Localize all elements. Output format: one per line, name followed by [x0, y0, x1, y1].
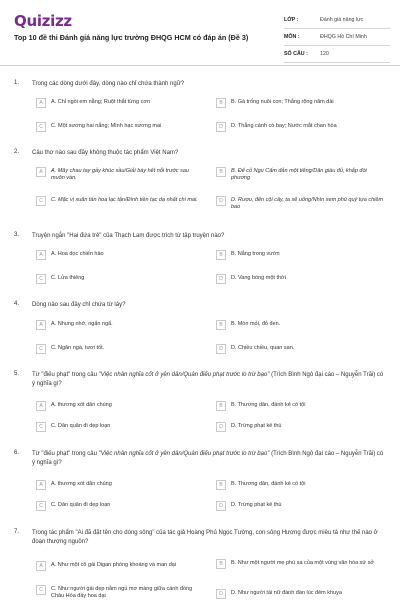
option-text: A. Như một cô gái Digan phóng khoáng và man dại — [51, 562, 177, 568]
option-letter: C — [36, 196, 46, 206]
meta-key: SỐ CÂU : — [284, 51, 308, 57]
option-text: A. thương xót dân chúng — [51, 402, 112, 408]
meta-row-subject — [284, 29, 390, 46]
option-a[interactable] — [36, 98, 204, 108]
option-text: C. Lửa thiêng — [51, 275, 85, 281]
question-text-part: Từ "điếu phạt" trong câu — [32, 372, 99, 378]
question-number: 6. — [14, 450, 20, 456]
option-c[interactable] — [36, 585, 204, 600]
option-b[interactable] — [216, 480, 384, 490]
meta-value: ĐHQG Hồ Chí Minh — [320, 34, 367, 40]
page-title: Top 10 đề thi Đánh giá năng lực trường ĐHQG HCM có đáp án (Đề 3) — [14, 33, 249, 42]
option-letter: D — [216, 274, 226, 284]
option-text: B. Gà trống nuôi con; Thắng rộng năm dài — [231, 99, 334, 105]
option-b[interactable] — [216, 320, 384, 330]
question-text: Trong các dòng dưới đây, dòng nào chỉ chứa thành ngữ? — [32, 81, 185, 87]
option-d[interactable] — [216, 274, 384, 284]
question-text-part: (Trích Bình Ngô đại cáo – Nguyễn Trãi) có ý nghĩa gì? — [32, 372, 384, 387]
option-b[interactable] — [216, 250, 384, 260]
option-letter: B — [216, 480, 226, 490]
option-letter: C — [36, 122, 46, 132]
question-number: 2. — [14, 149, 20, 155]
question-text — [32, 450, 387, 468]
meta-key: MÔN : — [284, 34, 300, 40]
option-text: D. Trừng phạt kẻ thù — [231, 502, 282, 508]
option-text: B. Để cỏ Ngu Cẩm đản một tiếng/Dân giàu đủ, khắp đòi phương — [231, 168, 367, 181]
option-text: B. Thương dân, đánh kẻ có tội — [231, 402, 306, 408]
option-b[interactable] — [216, 559, 384, 569]
option-letter: D — [216, 589, 226, 599]
option-text: C. Như người gái đẹp nằm ngủ mơ màng giữa cánh đồng Châu Hóa đầy hoa dại — [51, 586, 193, 599]
meta-value: Đánh giá năng lực — [320, 17, 364, 23]
option-text: C. Một sương hai nắng; Mình hạc xương mai — [51, 123, 162, 129]
option-letter: B — [216, 250, 226, 260]
option-text: D. Rượu, đến cội cây, ta sẽ uống/Nhìn xem phú quý tựa chiêm bao — [231, 197, 384, 210]
option-d[interactable] — [216, 589, 384, 599]
question-text-part: Từ "điếu phạt" trong câu — [32, 451, 99, 457]
option-text: D. Trừng phạt kẻ thù — [231, 423, 282, 429]
question-number: 1. — [14, 80, 20, 86]
option-text: B. Thương dân, đánh kẻ có tội — [231, 481, 306, 487]
option-letter: A — [36, 250, 46, 260]
option-d[interactable] — [216, 344, 384, 354]
question-text: Dòng nào sau đây chỉ chứa từ láy? — [32, 302, 126, 308]
question-quote: "Việc nhân nghĩa cốt ở yên dân/Quân điếu phạt trước lo trừ bạo" — [98, 451, 270, 457]
option-text: B. Nắng trong vườn — [231, 251, 280, 257]
option-a[interactable] — [36, 250, 204, 260]
question-quote: "Việc nhân nghĩa cốt ở yên dân/Quân điếu phạt trước lo trừ bạo" — [98, 372, 270, 378]
option-letter: A — [36, 401, 46, 411]
quizizz-logo: Quizizz — [14, 12, 72, 30]
option-letter: B — [216, 559, 226, 569]
question-number: 4. — [14, 301, 20, 307]
option-letter: B — [216, 167, 226, 177]
option-text: A. Nhung nhớ, ngẩn ngẩ. — [51, 321, 113, 327]
option-letter: C — [36, 422, 46, 432]
option-letter: A — [36, 561, 46, 571]
meta-key: LỚP : — [284, 17, 299, 23]
option-a[interactable] — [36, 401, 204, 411]
option-letter: B — [216, 320, 226, 330]
option-a[interactable] — [36, 561, 204, 571]
option-letter: A — [36, 98, 46, 108]
option-text: C. Dân quân đi dẹp loạn — [51, 423, 111, 429]
meta-table — [284, 12, 390, 63]
option-c[interactable] — [36, 344, 204, 354]
option-c[interactable] — [36, 196, 204, 206]
worksheet-header — [0, 0, 400, 66]
option-a[interactable] — [36, 480, 204, 490]
option-b[interactable] — [216, 98, 384, 108]
option-letter: D — [216, 344, 226, 354]
option-c[interactable] — [36, 422, 204, 432]
question-text-part: (Trích Bình Ngô đại cáo – Nguyễn Trãi) có ý nghĩa gì? — [32, 451, 384, 466]
option-letter: D — [216, 501, 226, 511]
option-c[interactable] — [36, 274, 204, 284]
question-text: Câu thơ nào sau đây không thuộc tác phẩm Việt Nam? — [32, 150, 179, 156]
option-text: C. Ngăn ngà, tươi tốt. — [51, 345, 105, 351]
option-text: A. thương xót dân chúng — [51, 481, 112, 487]
meta-row-class — [284, 12, 390, 29]
option-text: A. Hoa dọc chiến hào — [51, 251, 104, 257]
option-letter: B — [216, 401, 226, 411]
option-d[interactable] — [216, 196, 384, 211]
option-c[interactable] — [36, 501, 204, 511]
option-letter: A — [36, 320, 46, 330]
option-b[interactable] — [216, 401, 384, 411]
question-number: 7. — [14, 529, 20, 535]
option-text: C. Dân quân đi dẹp loạn — [51, 502, 111, 508]
option-letter: C — [36, 501, 46, 511]
option-a[interactable] — [36, 167, 204, 182]
option-b[interactable] — [216, 167, 384, 182]
option-text: D. Vang bóng một thời — [231, 275, 286, 281]
question-number: 3. — [14, 232, 20, 238]
question-text: Truyện ngắn "Hai đứa trẻ" của Thạch Lam được trích từ tập truyện nào? — [32, 233, 225, 239]
option-c[interactable] — [36, 122, 204, 132]
option-text: D. Như người tài nữ đánh đàn lúc đêm khuya — [231, 590, 342, 596]
option-text: B. Mòn mỏi, đỏ đen. — [231, 321, 281, 327]
option-letter: D — [216, 196, 226, 206]
option-d[interactable] — [216, 501, 384, 511]
option-letter: C — [36, 344, 46, 354]
option-text: B. Như một người mẹ phù sa của một vùng văn hóa xứ sở — [231, 560, 374, 566]
question-number: 5. — [14, 371, 20, 377]
option-text: C. Mặc vị xuân tàn hoa lạc tận/Đình tiền tạc dạ nhất chi mai. — [51, 197, 198, 203]
question-text: Trong tác phẩm "Ai đã đặt tên cho dòng sông" của tác giả Hoàng Phủ Ngọc Tường, con sông Hương được miêu tả như thế nào ở đoạn thượng nguồn? — [32, 530, 378, 545]
option-text: D. Chiều chiều, quan san. — [231, 345, 295, 351]
option-d[interactable] — [216, 122, 384, 132]
question-text — [32, 371, 387, 389]
option-text: A. Mây chau tay gảy khúc sầu/Giải bày hết nỗi trước sau muôn vàn. — [51, 168, 189, 181]
option-letter: A — [36, 167, 46, 177]
option-letter: D — [216, 422, 226, 432]
meta-value: 120 — [320, 51, 329, 57]
option-d[interactable] — [216, 422, 384, 432]
meta-row-count — [284, 46, 390, 63]
option-letter: A — [36, 480, 46, 490]
option-letter: C — [36, 585, 46, 595]
option-text: D. Thẳng cánh cò bay; Nước mắt chan hòa — [231, 123, 337, 129]
option-a[interactable] — [36, 320, 204, 330]
option-letter: D — [216, 122, 226, 132]
option-text: A. Chỉ ngồi em nằng; Ruột thắt từng cơn — [51, 99, 151, 105]
option-letter: C — [36, 274, 46, 284]
option-letter: B — [216, 98, 226, 108]
